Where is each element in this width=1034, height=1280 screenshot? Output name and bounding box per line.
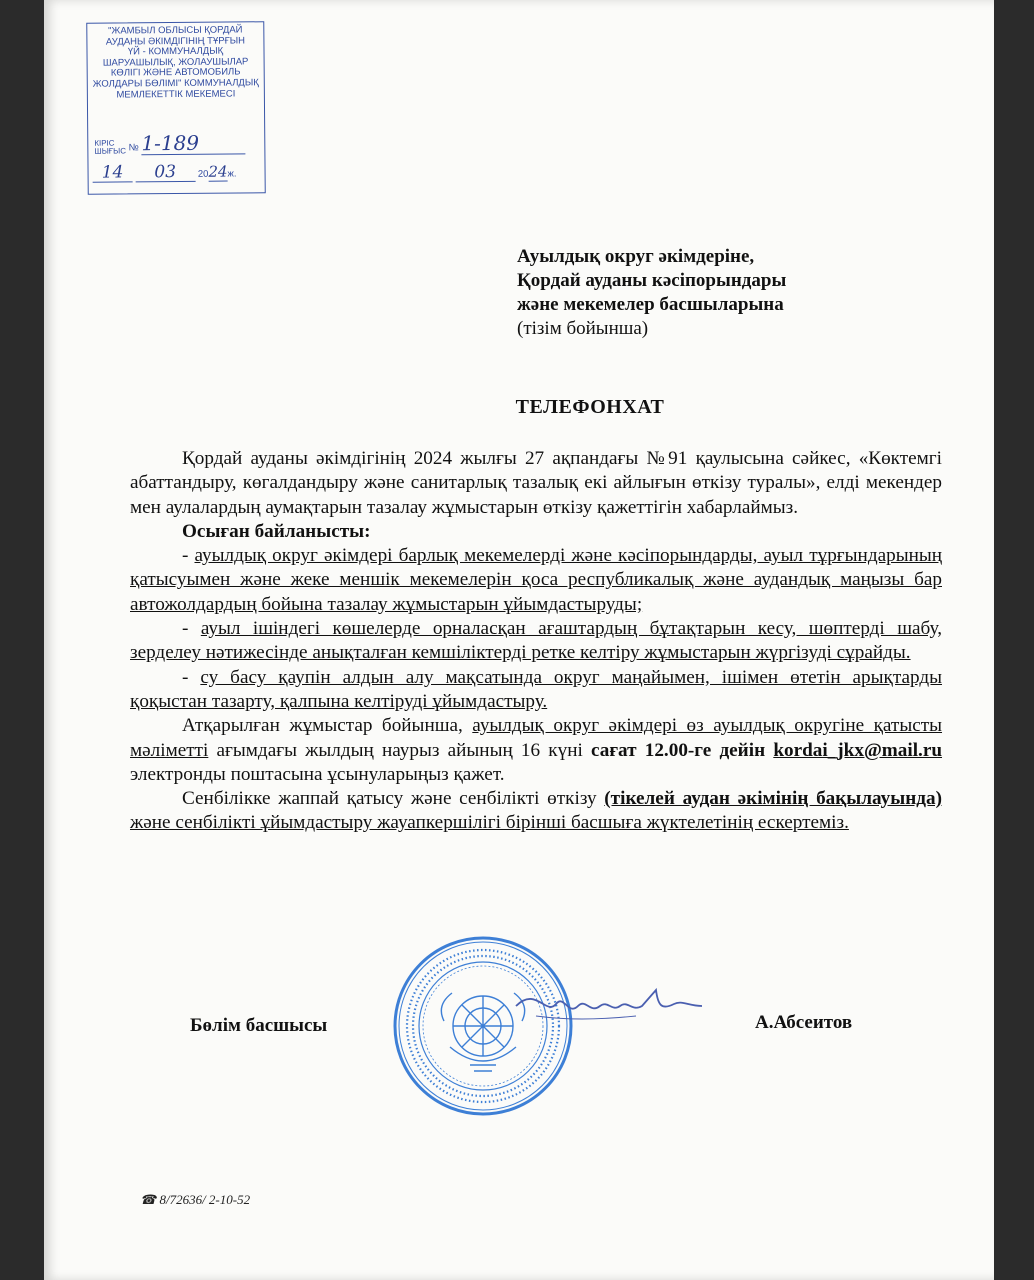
stamp-direction [94,140,126,156]
paragraph-intro: Қордай ауданы әкімдігінің 2024 жылғы 27 ақпандағы №91 қаулысына сәйкес, «Көктемгі абаттандыру, көгалдандыру және санитарлық тазалық екі айлығын өткізу туралы», елді мекендер мен аулалардың аумақтарын тазалау жұмыстарын өткізу қажеттігін хабарлаймыз. [130,448,942,518]
footer-phone [140,1192,250,1208]
signatory-name: А.Абсеитов [755,1012,853,1033]
stamp-line: ЖОЛДАРЫ БӨЛІМІ" КОММУНАЛДЫҚ [92,77,259,90]
paragraph-deadline [130,714,942,787]
stamp-number-row [94,130,260,157]
bullet-dash: - [182,545,189,567]
document-body [130,447,942,836]
registration-stamp [86,21,265,195]
document-page [44,0,994,1280]
text-span: Сенбілікке жаппай қатысу және сенбілікті өткізу [182,788,597,810]
addressee-line: және мекемелер басшыларына [517,294,784,315]
stamp-line: МЕМЛЕКЕТТІК МЕКЕМЕСІ [116,88,236,101]
text-span-underlined: ауылдық округ әкімдері өз ауылдық округіне қатысты мәліметті [130,715,943,761]
stamp-no-sign: № [128,142,139,154]
stamp-line: КӨЛІГІ ЖӘНЕ АВТОМОБИЛЬ [110,66,241,79]
bullet-text: су басу қаупін алдын алу мақсатында округ маңайымен, ішімен өтетін арықтарды қоқыстан тазарту, қалпына келтіруді ұйымдастыру. [130,666,942,712]
stamp-year-suffix: 24 [208,162,228,181]
text-span-bold: (тікелей аудан әкімінің бақылауында) [604,788,942,810]
heading-text: Осыған байланысты: [182,520,371,542]
deadline-time: сағат 12.00-ге дейін [590,739,766,761]
text-span: Атқарылған жұмыстар бойынша, [182,715,463,737]
stamp-shygys: ШЫҒЫС [94,146,127,157]
text-span: электронды поштасына ұсынуларыңыз қажет. [130,763,505,785]
bullet-item [130,617,942,666]
text-span-underlined: және сенбілікті ұйымдастыру жауапкершілігі бірінші басшыға жүктелетінің ескертеміз. [130,812,849,834]
bullet-text: ауыл ішіндегі көшелерде орналасқан ағаштардың бұтақтарын кесу, шөптерді шабу, зерделеу нәтижесінде анықталған кемшіліктерді ретке келтіру жұмыстарын жүргізуді сұрайды. [130,618,942,664]
stamp-year-unit: ж. [227,168,237,180]
signature-mark [506,976,706,1036]
addressee-line: Қордай ауданы кәсіпорындары [517,270,787,291]
document-title: ТЕЛЕФОНХАТ [515,396,665,418]
stamp-line: "ЖАМБЫЛ ОБЛЫСЫ ҚОРДАЙ [108,24,243,37]
addressee-block [517,245,786,341]
stamp-line: ҮЙ - КОММУНАЛДЫҚ [127,45,224,58]
addressee-note: (тізім бойынша) [517,318,649,339]
bullet-item [130,544,942,617]
stamp-reg-number: 1-189 [141,130,200,156]
stamp-line: ШАРУАШЫЛЫҚ, ЖОЛАУШЫЛАР [102,56,249,69]
stamp-kiris: КІРІС [94,139,115,149]
signatory-role: Бөлім басшысы [190,1015,328,1036]
stamp-year-prefix: 20 [197,168,209,180]
bullet-dash: - [182,618,189,640]
phone-number: 8/72636/ 2-10-52 [159,1192,251,1207]
stamp-month: 03 [154,162,177,183]
email-address: kordai_jkx@mail.ru [773,739,943,761]
addressee-line: Ауылдық округ әкімдеріне, [517,246,755,267]
paragraph-responsibility [130,787,942,836]
stamp-line: АУДАНЫ ӘКІМДІГІНІҢ ТҰРҒЫН [105,34,246,48]
text-span: ағымдағы жылдың наурыз айының 16 күні [216,739,583,761]
phone-icon: ☎ [140,1192,157,1207]
stamp-day: 14 [101,162,124,183]
stamp-date-row [93,162,263,183]
bullet-text: ауылдық округ әкімдері барлық мекемелерді және кәсіпорындарды, ауыл тұрғындарының қатысуымен және жеке меншік мекемелерін қоса республикалық және аудандық маңызы бар автожолдардың бойына тазалау жұмыстарын ұйымдастыруды; [130,545,943,615]
bullet-dash: - [182,666,189,688]
paragraph-heading [130,520,942,544]
bullet-item [130,666,942,715]
stamp-organization [87,25,264,101]
